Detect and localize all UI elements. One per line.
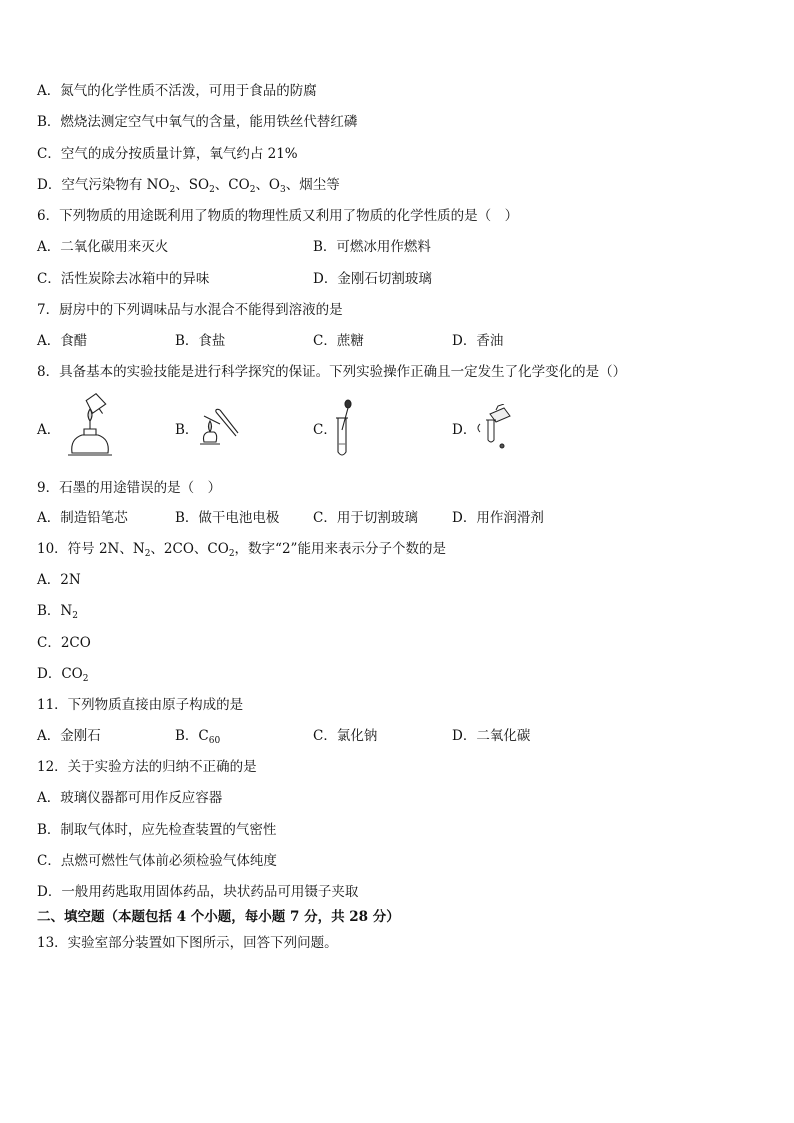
q5-d-part: 、烟尘等: [285, 177, 340, 193]
q11-stem: 11．下列物质直接由原子构成的是: [37, 697, 244, 713]
q5-d-part: D．空气污染物有 NO: [37, 177, 170, 193]
q12-option-b: B．制取气体时，应先检查装置的气密性: [37, 822, 277, 838]
q9-option-a: A．制造铅笔芯: [37, 510, 128, 526]
q6-stem: 6．下列物质的用途既利用了物质的物理性质又利用了物质的化学性质的是（ ）: [37, 208, 519, 224]
q6-option-b: B．可燃冰用作燃料: [313, 239, 431, 255]
q5-d-part: 、SO: [175, 177, 210, 193]
q11-option-a: A．金刚石: [37, 728, 101, 744]
q11-option-d: D．二氧化碳: [452, 728, 531, 744]
q9-option-c: C．用于切割玻璃: [313, 510, 418, 526]
q9-option-b: B．做干电池电极: [175, 510, 280, 526]
q10-b-text: B．N: [37, 603, 73, 619]
q5-d-sub: 2: [209, 185, 215, 195]
dropper-test-tube-illustration: [330, 398, 358, 460]
q5-option-b: B．燃烧法测定空气中氧气的含量，能用铁丝代替红磷: [37, 114, 358, 130]
q5-option-d: [37, 176, 340, 194]
alcohol-lamp-illustration: [62, 393, 120, 459]
q11-option-c: C．氯化钠: [313, 728, 378, 744]
q6-option-d: D．金刚石切割玻璃: [313, 271, 432, 287]
q12-stem: 12．关于实验方法的归纳不正确的是: [37, 759, 257, 775]
q11-option-b: [175, 727, 220, 745]
q7-option-b: B．食盐: [175, 333, 226, 349]
q11-b-sub: 60: [208, 736, 221, 746]
q6-option-a: A．二氧化碳用来灭火: [37, 239, 169, 255]
q10-stem: [37, 540, 446, 558]
q10-option-a: A．2N: [37, 572, 81, 588]
q5-option-a: A．氮气的化学性质不活泼，可用于食品的防腐: [37, 83, 317, 99]
q7-option-a: A．食醋: [37, 333, 88, 349]
q10-stem-part: 10．符号 2N、N: [37, 541, 145, 557]
q10-stem-part: 、2CO、CO: [150, 541, 229, 557]
section-heading: 二、填空题（本题包括 4 个小题，每小题 7 分，共 28 分）: [37, 909, 400, 925]
q5-d-part: 、O: [255, 177, 281, 193]
q7-stem: 7．厨房中的下列调味品与水混合不能得到溶液的是: [37, 302, 343, 318]
q10-d-sub: 2: [82, 674, 89, 684]
q10-d-text: D．CO: [37, 666, 83, 682]
q9-option-d: D．用作润滑剂: [452, 510, 544, 526]
q5-d-sub: 3: [280, 185, 286, 195]
q12-option-d: D．一般用药匙取用固体药品，块状药品可用镊子夹取: [37, 884, 359, 900]
q10-stem-sub: 2: [228, 549, 235, 559]
q7-option-d: D．香油: [452, 333, 504, 349]
q12-option-a: A．玻璃仪器都可用作反应容器: [37, 790, 223, 806]
q5-d-sub: 2: [249, 185, 256, 195]
q8-stem: 8．具备基本的实验技能是进行科学探究的保证。下列实验操作正确且一定发生了化学变化的是（）: [37, 364, 627, 380]
pouring-liquid-illustration: [474, 404, 514, 452]
q10-stem-part: ，数字“2”能用来表示分子个数的是: [234, 541, 446, 557]
q5-d-part: 、CO: [214, 177, 250, 193]
q8-option-c: C．: [313, 422, 337, 438]
q8-option-a: A．: [37, 422, 61, 438]
q10-option-b: [37, 602, 78, 620]
q12-option-c: C．点燃可燃性气体前必须检验气体纯度: [37, 853, 277, 869]
q8-option-d: D．: [452, 422, 477, 438]
q13-stem: 13．实验室部分装置如下图所示，回答下列问题。: [37, 935, 338, 951]
q7-option-c: C．蔗糖: [313, 333, 364, 349]
q5-option-c: C．空气的成分按质量计算，氧气约占 21%: [37, 146, 298, 162]
q10-option-d: [37, 665, 88, 683]
q11-b-text: B．C: [175, 728, 209, 744]
q6-option-c: C．活性炭除去冰箱中的异味: [37, 271, 210, 287]
heating-test-tube-illustration: [196, 402, 242, 450]
q8-option-b: B．: [175, 422, 199, 438]
q10-option-c: C．2CO: [37, 635, 91, 651]
q9-stem: 9．石墨的用途错误的是（ ）: [37, 480, 222, 496]
q5-d-sub: 2: [169, 185, 176, 195]
q10-b-sub: 2: [72, 611, 78, 621]
q10-stem-sub: 2: [144, 549, 151, 559]
